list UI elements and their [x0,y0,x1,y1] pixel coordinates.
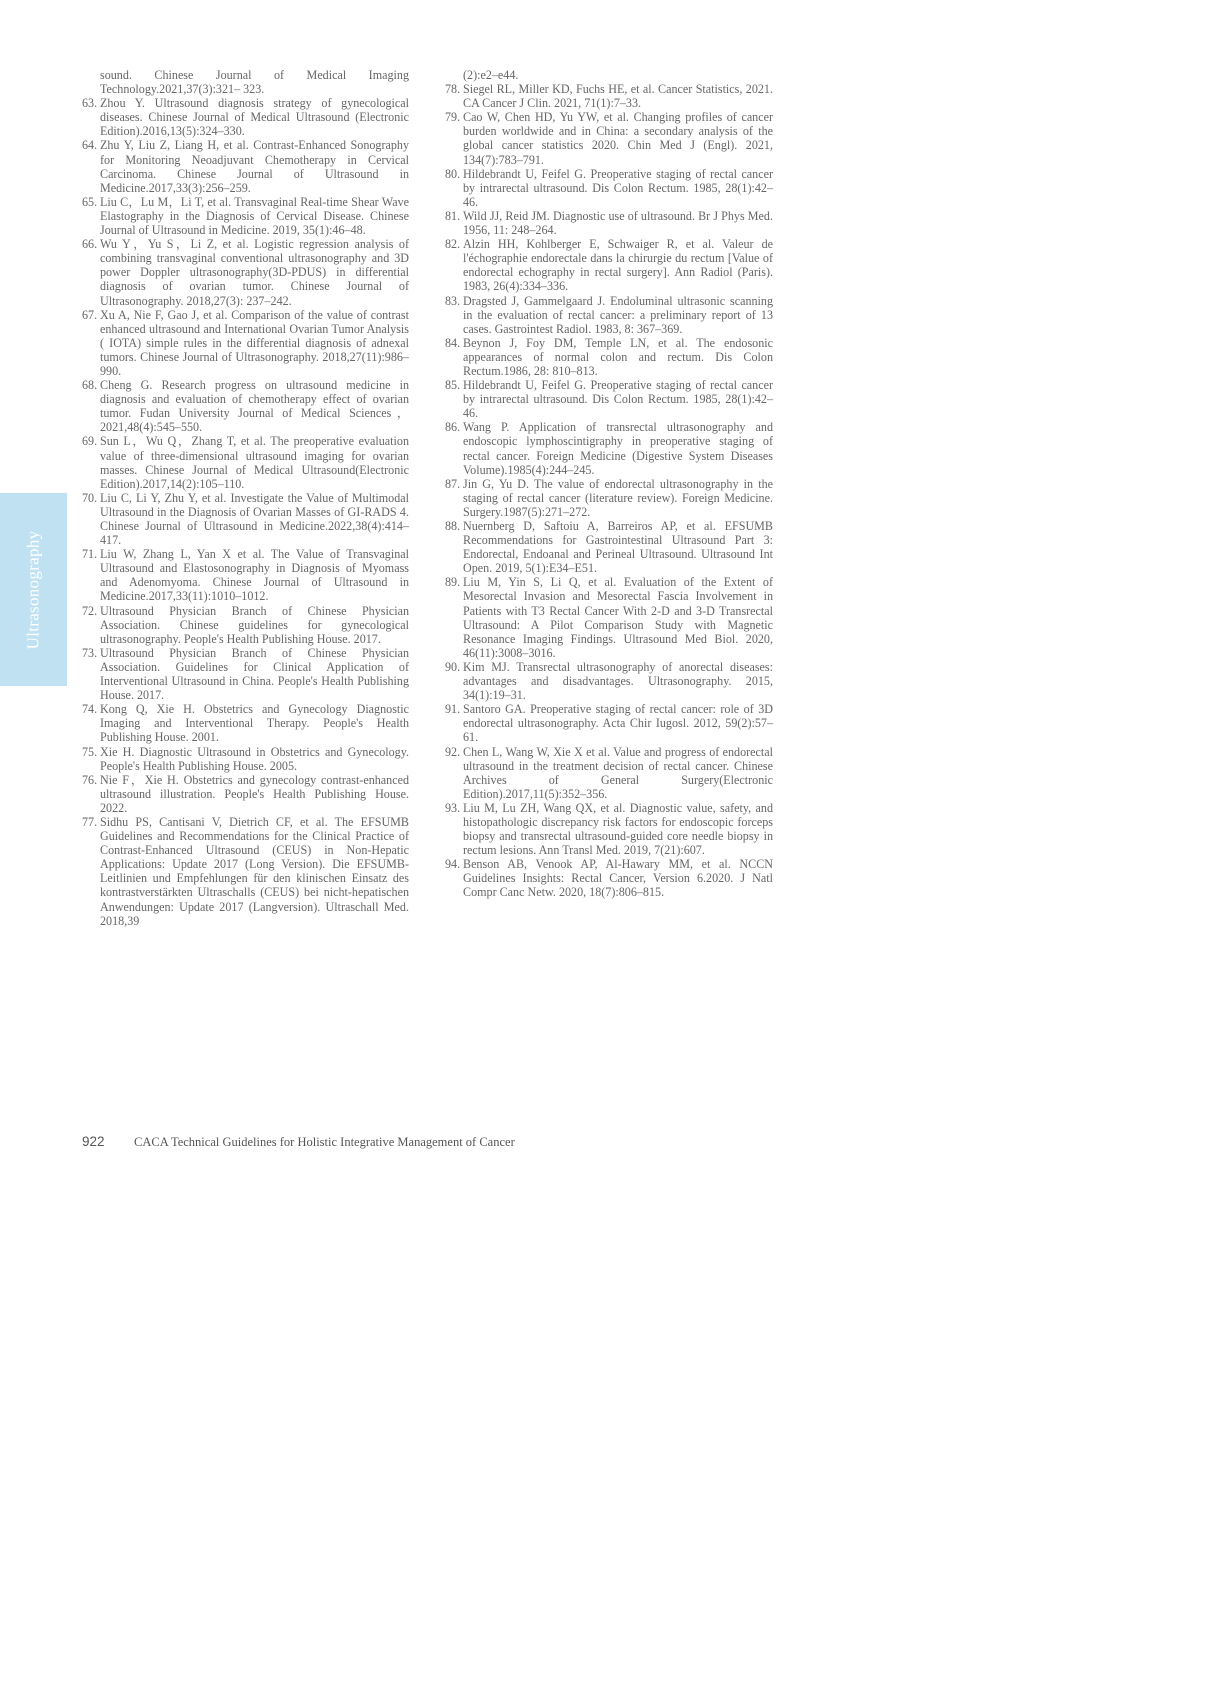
reference-text: Benson AB, Venook AP, Al-Hawary MM, et al. NCCN Guidelines Insights: Rectal Cancer, Version 6.2020. J Natl Compr Canc Netw. 2020, 18(7):806–815. [463,857,773,900]
reference-item [82,815,409,928]
reference-item [82,378,409,434]
reference-number: 68. [82,378,98,393]
reference-text: Sun L，Wu Q，Zhang T, et al. The preoperative evaluation value of three-dimensional ultrasound imaging for ovarian masses. Chinese Journal of Medical Ultrasound(Electronic Edition).2017,14(2):105–110. [100,434,409,491]
reference-text: Wu Y，Yu S，Li Z, et al. Logistic regression analysis of combining transvaginal conventional ultrasonography and 3D power Doppler ultrasonography(3D-PDUS) in differential diagnosis of ovarian tumor. Chinese Journal of Ultrasonography. 2018,27(3): 237–242. [100,237,409,308]
reference-number: 88. [445,519,461,533]
reference-item [445,477,773,519]
reference-number: 94. [445,857,461,872]
reference-text: Zhu Y, Liu Z, Liang H, et al. Contrast-Enhanced Sonography for Monitoring Neoadjuvant Chemotherapy in Cervical Carcinoma. Chinese Journal of Ultrasound in Medicine.2017,33(3):256–259. [100,138,409,195]
reference-number: 69. [82,434,98,449]
reference-text: Liu M, Yin S, Li Q, et al. Evaluation of the Extent of Mesorectal Invasion and Mesorectal Fascia Involvement in Patients with T3 Rectal Cancer With 2-D and 3-D Transrectal Ultrasound: A Pilot Comparison Study with Magnetic Resonance Imaging Findings. Ultrasound Med Biol. 2020, 46(11):3008–3016. [463,575,773,660]
reference-number: 71. [82,547,98,562]
reference-text: Xie H. Diagnostic Ultrasound in Obstetrics and Gynecology. People's Health Publishing House. 2005. [100,744,409,773]
reference-item [445,336,773,378]
reference-text: Wild JJ, Reid JM. Diagnostic use of ultrasound. Br J Phys Med. 1956, 11: 248–264. [463,208,773,238]
reference-item [445,294,773,336]
reference-item [445,519,773,575]
section-side-tab [0,493,67,686]
reference-item [82,745,409,773]
reference-text: Santoro GA. Preoperative staging of rectal cancer: role of 3D endorectal ultrasonography. Acta Chir Iugosl. 2012, 59(2):57–61. [463,702,773,745]
reference-item [82,491,409,547]
reference-text: Nuernberg D, Saftoiu A, Barreiros AP, et al. EFSUMB Recommendations for Gastrointestinal Ultrasound Part 3: Endorectal, Endoanal and Perineal Ultrasound. Ultrasound Int Open. 2019, 5(1):E34–E51. [463,519,773,576]
reference-item [82,96,409,138]
reference-text: Kong Q, Xie H. Obstetrics and Gynecology Diagnostic Imaging and Interventional Therapy. People's Health Publishing House. 2001. [100,702,409,745]
reference-text: sound. Chinese Journal of Medical Imaging Technology.2021,37(3):321– 323. [100,68,409,97]
reference-item [82,773,409,815]
reference-item [82,308,409,378]
reference-text: Liu M, Lu ZH, Wang QX, et al. Diagnostic value, safety, and histopathologic discrepancy risk factors for endoscopic forceps biopsy and transrectal ultrasound-guided core needle biopsy in rectum lesions. Ann Transl Med. 2019, 7(21):607. [463,800,773,858]
footer-title: CACA Technical Guidelines for Holistic Integrative Management of Cancer [134,1135,515,1149]
reference-item [82,604,409,646]
reference-text: Jin G, Yu D. The value of endorectal ultrasonography in the staging of rectal cancer (literature review). Foreign Medicine. Surgery.1987(5):271–272. [463,476,773,519]
reference-number: 77. [82,814,98,829]
reference-item [82,138,409,194]
reference-number: 87. [445,476,461,491]
reference-number: 75. [82,744,98,759]
reference-text: Liu C, Li Y, Zhu Y, et al. Investigate the Value of Multimodal Ultrasound in the Diagnosis of Ovarian Masses of GI-RADS 4. Chinese Journal of Ultrasound in Medicine.2022,38(4):414–417. [100,490,409,548]
reference-number: 81. [445,208,461,223]
reference-text: Cao W, Chen HD, Yu YW, et al. Changing profiles of cancer burden worldwide and in China: a secondary analysis of the global cancer statistics 2020. Chin Med J (Engl). 2021, 134(7):783–791. [463,110,773,167]
reference-number: 91. [445,702,461,717]
reference-item [82,646,409,702]
reference-number: 73. [82,645,98,660]
reference-text: Ultrasound Physician Branch of Chinese Physician Association. Chinese guidelines for gynecological ultrasonography. People's Health Publishing House. 2017. [100,603,409,646]
references-left-column [82,68,409,928]
reference-number: 79. [445,110,461,125]
reference-number: 72. [82,603,98,618]
reference-text: Liu C，Lu M，Li T, et al. Transvaginal Real-time Shear Wave Elastography in the Diagnosis of Cervical Disease. Chinese Journal of Ultrasound in Medicine. 2019, 35(1):46–48. [100,194,409,238]
reference-text: Hildebrandt U, Feifel G. Preoperative staging of rectal cancer by intrarectal ultrasound. Dis Colon Rectum. 1985, 28(1):42–46. [463,166,773,209]
reference-text: Liu W, Zhang L, Yan X et al. The Value of Transvaginal Ultrasound and Elastosonography in Diagnosis of Myomass and Adenomyoma. Chinese Journal of Ultrasound in Medicine.2017,33(11):1010–1012. [100,547,409,604]
reference-item [445,82,773,110]
reference-text: Alzin HH, Kohlberger E, Schwaiger R, et al. Valeur de l'échographie endorectale dans la chirurgie du rectum [Value of endorectal echography in rectal surgery]. Ann Radiol (Paris). 1983, 26(4):334–336. [463,237,773,294]
reference-item [445,801,773,857]
reference-item [445,209,773,237]
reference-number: 80. [445,166,461,181]
reference-number: 66. [82,237,98,252]
reference-number: 93. [445,800,461,815]
reference-number: 84. [445,335,461,350]
reference-item [82,237,409,307]
reference-text: Beynon J, Foy DM, Temple LN, et al. The endosonic appearances of normal colon and rectum. Dis Colon Rectum.1986, 28: 810–813. [463,335,773,378]
reference-text: Nie F，Xie H. Obstetrics and gynecology contrast-enhanced ultrasound illustration. People's Health Publishing House. 2022. [100,772,410,815]
reference-text: Dragsted J, Gammelgaard J. Endoluminal ultrasonic scanning in the evaluation of rectal cancer: a preliminary report of 13 cases. Gastrointest Radiol. 1983, 8: 367–369. [463,293,773,336]
reference-number: 76. [82,772,98,787]
reference-number: 82. [445,237,461,252]
reference-text: Cheng G. Research progress on ultrasound medicine in diagnosis and evaluation of chemotherapy effect of ovarian tumor. Fudan University Journal of Medical Sciences，2021,48(4):545–550. [100,378,409,435]
reference-item [445,575,773,660]
reference-text: Xu A, Nie F, Gao J, et al. Comparison of the value of contrast enhanced ultrasound and International Ovarian Tumor Analysis ( IOTA) simple rules in the differential diagnosis of adnexal tumors. Chinese Journal of Ultrasonography. 2018,27(11):986–990. [100,307,409,378]
reference-item [445,420,773,476]
reference-item [445,702,773,744]
reference-text: Kim MJ. Transrectal ultrasonography of anorectal diseases: advantages and disadvantages. Ultrasonography. 2015, 34(1):19–31. [463,659,773,703]
page-footer [82,1134,515,1150]
reference-number: 85. [445,378,461,393]
reference-text: Siegel RL, Miller KD, Fuchs HE, et al. Cancer Statistics, 2021. CA Cancer J Clin. 2021, 71(1):7–33. [463,82,773,111]
reference-item [82,702,409,744]
reference-item [82,195,409,237]
reference-text: Wang P. Application of transrectal ultrasonography and endoscopic lymphoscintigraphy in preoperative staging of rectal cancer. Foreign Medicine (Digestive System Diseases Volume).1985(4):244–245. [463,420,773,477]
section-side-tab-label: Ultrasonography [23,530,43,649]
reference-item [445,68,773,82]
reference-number: 67. [82,307,98,322]
reference-number: 83. [445,293,461,308]
reference-text: Chen L, Wang W, Xie X et al. Value and progress of endorectal ultrasound in the treatment decision of rectal cancer. Chinese Archives of General Surgery(Electronic Edition).2017,11(5):352–356. [463,744,773,801]
page-number: 922 [82,1134,105,1149]
reference-item [445,378,773,420]
reference-text: Ultrasound Physician Branch of Chinese Physician Association. Guidelines for Clinical Application of Interventional Ultrasound in China. People's Health Publishing House. 2017. [100,645,409,703]
reference-number: 86. [445,420,461,435]
reference-number: 74. [82,702,98,717]
reference-text: Sidhu PS, Cantisani V, Dietrich CF, et al. The EFSUMB Guidelines and Recommendations for the Clinical Practice of Contrast-Enhanced Ultrasound (CEUS) in Non-Hepatic Applications: Update 2017 (Long Version). Die EFSUMB-Leitlinien und Empfehlungen für den klinischen Einsatz des kontrastverstärkten Ultraschalls (CEUS) bei nicht-hepatischen Anwendungen: Update 2017 (Langversion). Ultraschall Med. 2018,39 [100,814,409,928]
reference-item [445,237,773,293]
reference-item [82,68,409,96]
reference-text: (2):e2–e44. [463,68,519,82]
reference-number: 63. [82,96,98,111]
reference-item [445,110,773,166]
reference-number: 70. [82,490,98,505]
references-right-column [445,68,773,900]
reference-number: 92. [445,744,461,759]
reference-number: 65. [82,194,98,209]
reference-item [445,857,773,899]
reference-text: Hildebrandt U, Feifel G. Preoperative staging of rectal cancer by intrarectal ultrasound. Dis Colon Rectum. 1985, 28(1):42–46. [463,378,773,421]
reference-number: 64. [82,138,98,153]
reference-number: 90. [445,659,461,674]
reference-item [445,745,773,801]
reference-item [82,547,409,603]
reference-number: 78. [445,82,461,97]
reference-item [445,660,773,702]
reference-number: 89. [445,575,461,590]
reference-item [445,167,773,209]
reference-item [82,434,409,490]
reference-text: Zhou Y. Ultrasound diagnosis strategy of gynecological diseases. Chinese Journal of Medical Ultrasound (Electronic Edition).2016,13(5):324–330. [100,96,409,139]
